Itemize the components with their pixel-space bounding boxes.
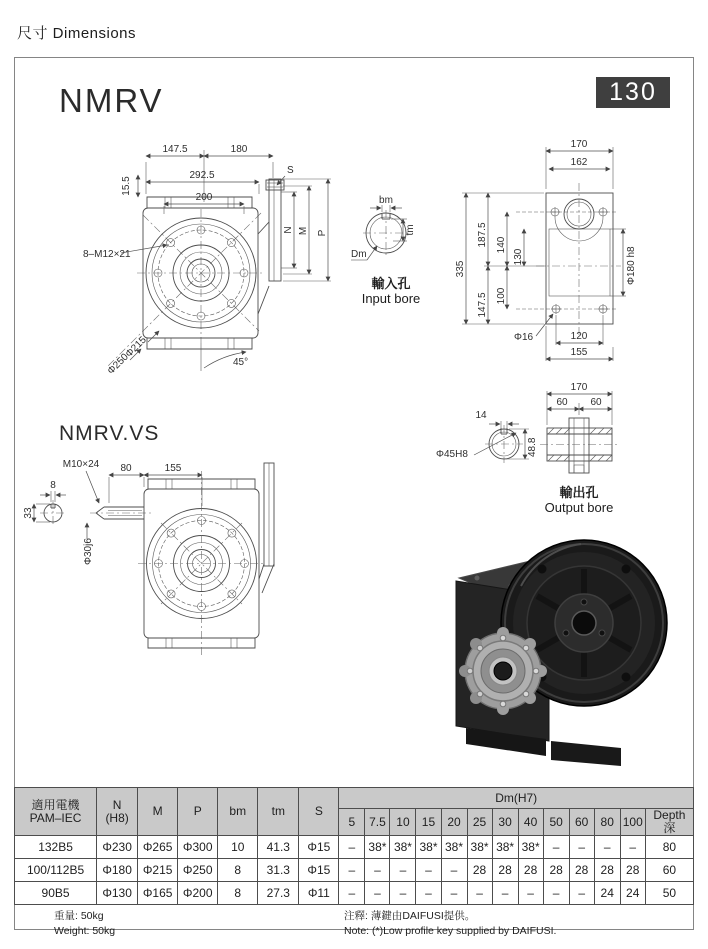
col-header-pam: 適用電機 PAM–IEC <box>15 788 97 836</box>
cell-tm: 27.3 <box>258 882 299 905</box>
dia-45h8: Φ45H8 <box>436 449 468 460</box>
dm-col-60: 60 <box>569 809 594 836</box>
cell-pam: 90B5 <box>15 882 97 905</box>
vs-input-shaft <box>83 507 152 565</box>
cell-dm: – <box>365 859 390 882</box>
weight-en: Weight: 50kg <box>54 924 116 937</box>
dimensions-table-section <box>14 787 694 938</box>
dim-8: 8 <box>50 480 56 491</box>
dim-14: 14 <box>475 410 487 421</box>
cell-dm: – <box>467 882 492 905</box>
cell-dm: 24 <box>594 882 620 905</box>
note-en: Note: (*)Low profile key supplied by DAIFUSI. <box>344 924 557 937</box>
dim-120: 120 <box>570 331 588 342</box>
main-dimension-drawing <box>81 136 351 396</box>
angle-45: 45° <box>233 357 249 368</box>
dim-130: 130 <box>513 248 524 266</box>
vs-input-end-view <box>23 480 66 526</box>
cell-dm: – <box>365 882 390 905</box>
dim-187-5: 187.5 <box>477 222 488 248</box>
weight-zh: 重量: 50kg <box>54 910 104 922</box>
col-header-depth: Depth 深 <box>645 809 693 836</box>
dim-33: 33 <box>23 507 34 519</box>
input-bore-drawing <box>351 196 441 308</box>
dm-col-20: 20 <box>441 809 467 836</box>
dim-48-8: 48.8 <box>527 437 538 457</box>
output-bore-dims <box>436 410 538 460</box>
cell-dm: 38* <box>390 836 416 859</box>
cell-dm: 38* <box>492 836 518 859</box>
cell-p: Φ300 <box>178 836 218 859</box>
label-bm: bm <box>379 195 393 206</box>
cell-n: Φ230 <box>97 836 138 859</box>
table-row <box>15 859 694 882</box>
cell-dm: – <box>416 882 441 905</box>
cell-dm: – <box>441 882 467 905</box>
thread-callout: M10×24 <box>62 459 100 470</box>
dim-60b: 60 <box>590 397 602 408</box>
dim-147-5: 147.5 <box>162 144 188 155</box>
cell-dm: – <box>492 882 518 905</box>
dm-col-30: 30 <box>492 809 518 836</box>
dim-80: 80 <box>120 463 132 474</box>
dm-col-40: 40 <box>518 809 543 836</box>
label-p: P <box>317 229 328 237</box>
cell-dm: – <box>416 859 441 882</box>
col-header-bm: bm <box>218 788 258 836</box>
dim-140: 140 <box>496 236 507 254</box>
dim-15-5: 15.5 <box>121 176 132 196</box>
table-footnotes <box>14 905 694 938</box>
cell-depth: 80 <box>645 836 693 859</box>
input-bore-caption-en: Input bore <box>361 291 421 306</box>
cell-dm: – <box>569 882 594 905</box>
output-shaft-section <box>540 418 619 473</box>
cell-dm: 24 <box>620 882 645 905</box>
cell-m: Φ265 <box>138 836 178 859</box>
cell-m: Φ165 <box>138 882 178 905</box>
cell-p: Φ250 <box>178 859 218 882</box>
output-bore-end-view <box>485 425 523 463</box>
cell-dm: – <box>620 836 645 859</box>
cell-pam: 132B5 <box>15 836 97 859</box>
cell-dm: 28 <box>492 859 518 882</box>
output-bore-drawing <box>432 381 687 526</box>
input-bore-caption-zh: 輸入孔 <box>371 276 411 291</box>
cell-dm: – <box>594 836 620 859</box>
page-title: 尺寸 Dimensions <box>17 25 137 42</box>
cell-tm: 31.3 <box>258 859 299 882</box>
dia-16: Φ16 <box>514 332 534 343</box>
dim-60a: 60 <box>556 397 568 408</box>
col-header-m: M <box>138 788 178 836</box>
cell-dm: 38* <box>441 836 467 859</box>
cell-dm: 38* <box>467 836 492 859</box>
key-note <box>344 909 556 938</box>
label-s: S <box>287 165 294 176</box>
cell-dm: 38* <box>518 836 543 859</box>
cell-dm: 28 <box>569 859 594 882</box>
dim-170: 170 <box>570 139 588 150</box>
cell-p: Φ200 <box>178 882 218 905</box>
vs-dimension-drawing <box>23 451 331 691</box>
dia-215: Φ215 <box>123 334 149 360</box>
cell-dm: 38* <box>416 836 441 859</box>
drawing-frame <box>14 57 694 937</box>
input-cover <box>459 627 547 715</box>
cell-dm: – <box>569 836 594 859</box>
dm-col-7-5: 7.5 <box>365 809 390 836</box>
cell-dm: – <box>390 859 416 882</box>
output-section-dims <box>547 382 612 425</box>
dia-250: Φ250 <box>105 351 131 377</box>
series-title-nmrv: NMRV <box>59 82 164 119</box>
dm-col-100: 100 <box>620 809 645 836</box>
cell-dm: 28 <box>543 859 569 882</box>
dim-170b: 170 <box>570 382 588 393</box>
cell-m: Φ215 <box>138 859 178 882</box>
dim-180: 180 <box>230 144 248 155</box>
label-dm: Dm <box>351 249 367 260</box>
cell-dm: – <box>339 836 365 859</box>
dim-162: 162 <box>570 157 588 168</box>
cell-n: Φ180 <box>97 859 138 882</box>
dm-col-5: 5 <box>339 809 365 836</box>
cell-bm: 8 <box>218 859 258 882</box>
note-zh: 注釋: 薄鍵由DAIFUSI提供。 <box>344 910 476 922</box>
cell-s: Φ15 <box>299 859 339 882</box>
cell-tm: 41.3 <box>258 836 299 859</box>
col-group-dm: Dm(H7) <box>339 788 694 809</box>
label-tm: tm <box>405 224 416 236</box>
cell-dm: 28 <box>620 859 645 882</box>
input-bore-dims <box>351 195 416 260</box>
col-header-p: P <box>178 788 218 836</box>
bolt-callout: 8–M12×21 <box>83 249 131 260</box>
size-badge: 130 <box>596 77 670 108</box>
vs-flange-side <box>259 463 274 593</box>
dm-col-10: 10 <box>390 809 416 836</box>
dm-col-80: 80 <box>594 809 620 836</box>
cell-dm: – <box>543 836 569 859</box>
dm-col-25: 25 <box>467 809 492 836</box>
label-n: N <box>283 226 294 234</box>
output-bore-caption-zh: 輸出孔 <box>559 485 599 500</box>
cell-dm: – <box>441 859 467 882</box>
dim-155b: 155 <box>164 463 182 474</box>
cell-depth: 50 <box>645 882 693 905</box>
cell-bm: 8 <box>218 882 258 905</box>
dim-100: 100 <box>496 287 507 305</box>
cell-s: Φ11 <box>299 882 339 905</box>
series-title-nmrv-vs: NMRV.VS <box>59 422 160 445</box>
col-header-n: N (H8) <box>97 788 138 836</box>
table-row <box>15 836 694 859</box>
col-header-s: S <box>299 788 339 836</box>
cell-dm: 38* <box>365 836 390 859</box>
cell-dm: – <box>518 882 543 905</box>
cell-n: Φ130 <box>97 882 138 905</box>
product-photo <box>431 536 691 786</box>
table-row <box>15 882 694 905</box>
dia-180h8: Φ180 h8 <box>626 246 637 285</box>
cell-dm: 28 <box>518 859 543 882</box>
cell-dm: – <box>543 882 569 905</box>
dim-147-5b: 147.5 <box>477 292 488 318</box>
flange-elevation-drawing <box>456 139 656 379</box>
flange-elevation-view <box>516 183 621 335</box>
dim-335: 335 <box>455 260 466 278</box>
dim-155: 155 <box>570 347 588 358</box>
cell-dm: – <box>390 882 416 905</box>
vs-dims-top <box>63 459 202 506</box>
cell-dm: – <box>339 859 365 882</box>
dim-200: 200 <box>195 192 213 203</box>
cell-bm: 10 <box>218 836 258 859</box>
cell-depth: 60 <box>645 859 693 882</box>
input-bore-view <box>363 210 409 256</box>
dm-col-50: 50 <box>543 809 569 836</box>
label-m: M <box>298 226 309 236</box>
cell-s: Φ15 <box>299 836 339 859</box>
dia-30j6: Φ30j6 <box>83 538 94 565</box>
cell-pam: 100/112B5 <box>15 859 97 882</box>
weight-note <box>54 909 344 938</box>
dimensions-table <box>14 787 694 905</box>
cell-dm: 28 <box>594 859 620 882</box>
output-bore-caption-en: Output bore <box>544 500 614 515</box>
dim-292-5: 292.5 <box>189 170 215 181</box>
cell-dm: – <box>339 882 365 905</box>
col-header-tm: tm <box>258 788 299 836</box>
dm-col-15: 15 <box>416 809 441 836</box>
cell-dm: 28 <box>467 859 492 882</box>
flange-side-view <box>258 179 284 314</box>
